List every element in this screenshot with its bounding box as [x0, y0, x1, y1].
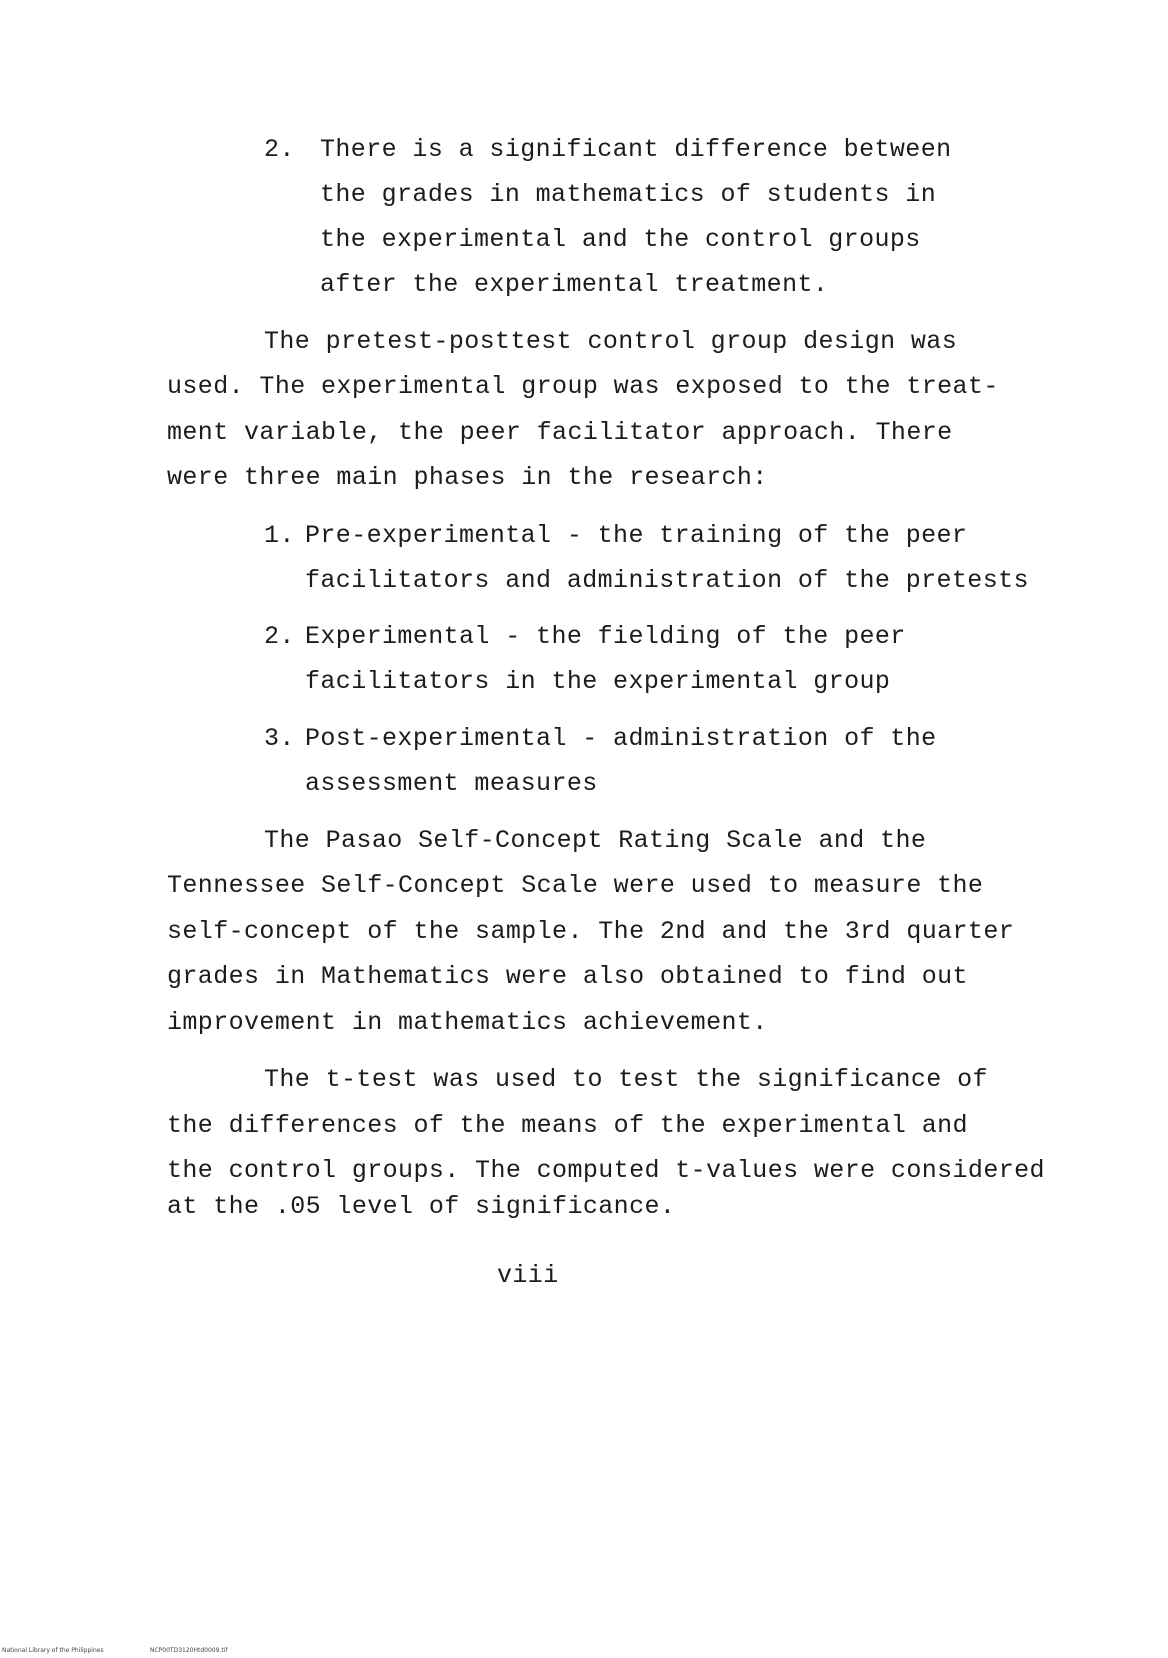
measures-paragraph-line: The Pasao Self-Concept Rating Scale and the	[264, 826, 927, 855]
hypothesis-line: There is a significant difference between	[320, 135, 952, 164]
measures-paragraph-line: grades in Mathematics were also obtained to find out	[167, 962, 968, 991]
ttest-paragraph-line: the differences of the means of the experimental and	[167, 1111, 968, 1140]
hypothesis-number: 2.	[264, 135, 295, 164]
measures-paragraph-line: improvement in mathematics achievement.	[167, 1008, 768, 1037]
ttest-paragraph-line: The t-test was used to test the significance of	[264, 1065, 988, 1094]
hypothesis-line: the grades in mathematics of students in	[320, 180, 937, 209]
design-paragraph-line: The pretest-posttest control group design was	[264, 327, 958, 356]
phase-line: Post-experimental - administration of the	[305, 724, 937, 753]
ttest-paragraph-line: the control groups. The computed t-values were considered	[167, 1156, 1045, 1185]
footer-library: National Library of the Philippines	[2, 1647, 104, 1654]
phase-number: 3.	[264, 724, 295, 753]
phase-line: facilitators and administration of the pretests	[305, 566, 1029, 595]
page-number: viii	[497, 1261, 559, 1290]
phase-number: 1.	[264, 521, 295, 550]
hypothesis-line: after the experimental treatment.	[320, 270, 829, 299]
footer-file-id: NCP00TD3120Htd0009.tif	[150, 1647, 228, 1654]
measures-paragraph-line: Tennessee Self-Concept Scale were used to measure the	[167, 871, 984, 900]
phase-line: Experimental - the fielding of the peer	[305, 622, 906, 651]
ttest-paragraph-line: at the .05 level of significance.	[167, 1192, 676, 1221]
phase-number: 2.	[264, 622, 295, 651]
measures-paragraph-line: self-concept of the sample. The 2nd and the 3rd quarter	[167, 917, 1015, 946]
design-paragraph-line: were three main phases in the research:	[167, 463, 768, 492]
phase-line: assessment measures	[305, 769, 598, 798]
design-paragraph-line: used. The experimental group was exposed to the treat-	[167, 372, 999, 401]
hypothesis-line: the experimental and the control groups	[320, 225, 921, 254]
phase-line: facilitators in the experimental group	[305, 667, 891, 696]
phase-line: Pre-experimental - the training of the peer	[305, 521, 968, 550]
design-paragraph-line: ment variable, the peer facilitator approach. There	[167, 418, 953, 447]
